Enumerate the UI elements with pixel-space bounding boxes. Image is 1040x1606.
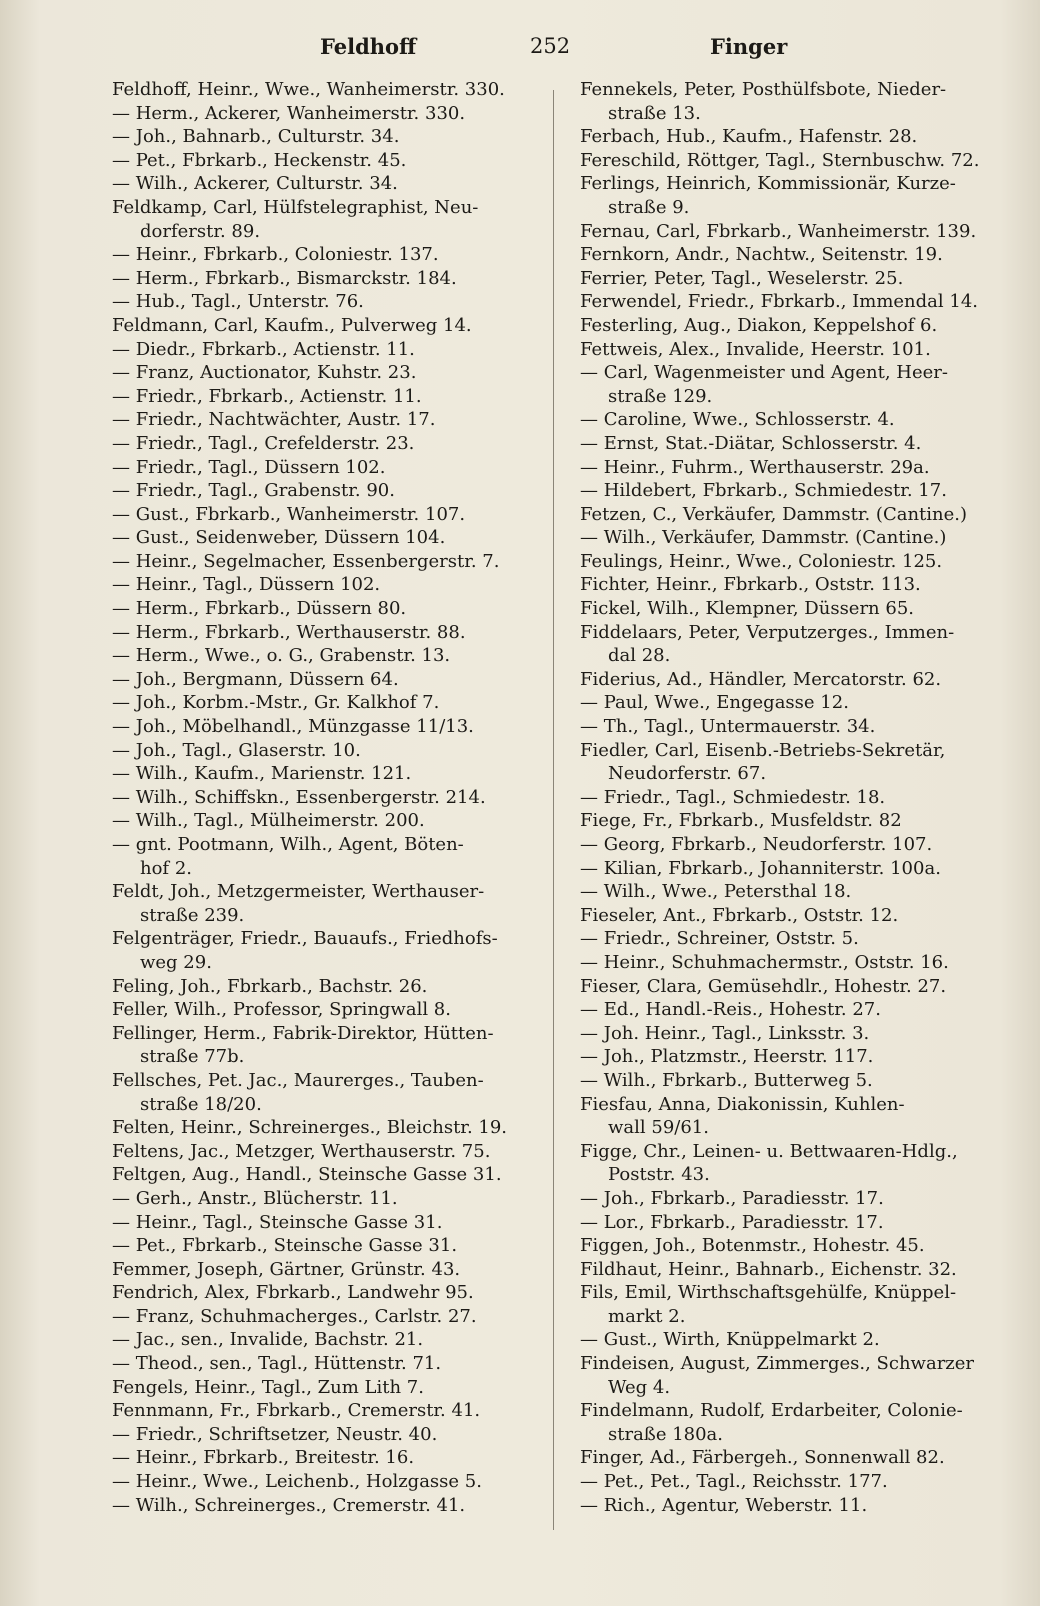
directory-entry-line: straße 9. [608, 196, 690, 218]
directory-entry-line: straße 77b. [140, 1046, 245, 1068]
header-right-keyword: Finger [710, 34, 788, 59]
directory-entry-line: weg 29. [140, 951, 212, 973]
directory-entry-line: Festerling, Aug., Diakon, Keppelshof 6. [580, 314, 938, 336]
directory-entry-line: — Th., Tagl., Untermauerstr. 34. [580, 716, 876, 738]
directory-entry-line: Fernau, Carl, Fbrkarb., Wanheimerstr. 139. [580, 220, 977, 242]
directory-entry-line: Findeisen, August, Zimmerges., Schwarzer [580, 1353, 975, 1375]
header-left-keyword: Feldhoff [320, 34, 417, 59]
directory-entry-line: Femmer, Joseph, Gärtner, Grünstr. 43. [112, 1258, 461, 1280]
directory-entry-line: — Wilh., Schreinerges., Cremerstr. 41. [112, 1494, 466, 1516]
right-column [580, 78, 1000, 1517]
directory-entry-line: — Friedr., Tagl., Crefelderstr. 23. [112, 432, 415, 454]
directory-entry-line: — Heinr., Fuhrm., Werthauserstr. 29a. [580, 456, 930, 478]
directory-entry-line: — Diedr., Fbrkarb., Actienstr. 11. [112, 338, 415, 360]
directory-entry-line: — Hub., Tagl., Unterstr. 76. [112, 291, 364, 313]
directory-entry-line: — Franz, Schuhmacherges., Carlstr. 27. [112, 1305, 477, 1327]
directory-entry-line: — Wilh., Wwe., Petersthal 18. [580, 881, 852, 903]
directory-entry-line: — Gust., Wirth, Knüppelmarkt 2. [580, 1329, 880, 1351]
directory-entry-line: — Hildebert, Fbrkarb., Schmiedestr. 17. [580, 480, 947, 502]
directory-entry-line: Figge, Chr., Leinen- u. Bettwaaren-Hdlg., [580, 1140, 958, 1162]
directory-entry-line: Finger, Ad., Färbergeh., Sonnenwall 82. [580, 1447, 945, 1469]
directory-entry-line: Feldkamp, Carl, Hülfstelegraphist, Neu- [112, 196, 479, 218]
directory-entry-line: — Lor., Fbrkarb., Paradiesstr. 17. [580, 1211, 884, 1233]
directory-entry-line: — Gerh., Anstr., Blücherstr. 11. [112, 1187, 398, 1209]
directory-entry-line: Ferrier, Peter, Tagl., Weselerstr. 25. [580, 267, 904, 289]
directory-entry-line: Fennmann, Fr., Fbrkarb., Cremerstr. 41. [112, 1400, 481, 1422]
directory-entry-line: — Friedr., Fbrkarb., Actienstr. 11. [112, 385, 422, 407]
directory-entry-line: Fendrich, Alex, Fbrkarb., Landwehr 95. [112, 1282, 474, 1304]
directory-entry-line: — Jac., sen., Invalide, Bachstr. 21. [112, 1329, 424, 1351]
directory-entry-line: — Herm., Ackerer, Wanheimerstr. 330. [112, 102, 466, 124]
directory-entry-line: — Rich., Agentur, Weberstr. 11. [580, 1494, 868, 1516]
directory-entry-line: Figgen, Joh., Botenmstr., Hohestr. 45. [580, 1235, 925, 1257]
directory-entry-line: Fellsches, Pet. Jac., Maurerges., Tauben- [112, 1069, 484, 1091]
directory-entry-line: Feldt, Joh., Metzgermeister, Werthauser- [112, 881, 485, 903]
directory-entry-line: Poststr. 43. [608, 1164, 710, 1186]
directory-entry-line: — Joh., Platzmstr., Heerstr. 117. [580, 1046, 874, 1068]
directory-entry-line: Fiege, Fr., Fbrkarb., Musfeldstr. 82 [580, 810, 902, 832]
directory-entry-line: straße 180a. [608, 1423, 724, 1445]
directory-entry-line: — Herm., Fbrkarb., Düssern 80. [112, 598, 407, 620]
directory-entry-line: Feulings, Heinr., Wwe., Coloniestr. 125. [580, 550, 943, 572]
directory-entry-line: — Heinr., Tagl., Steinsche Gasse 31. [112, 1211, 443, 1233]
directory-entry-line: — Wilh., Schiffskn., Essenbergerstr. 214. [112, 786, 486, 808]
left-column [112, 78, 542, 1517]
directory-entry-line: — Pet., Pet., Tagl., Reichsstr. 177. [580, 1471, 888, 1493]
directory-entry-line: — Heinr., Segelmacher, Essenbergerstr. 7. [112, 550, 500, 572]
directory-entry-line: straße 13. [608, 102, 701, 124]
directory-entry-line: — Joh., Bergmann, Düssern 64. [112, 668, 399, 690]
directory-entry-line: — Friedr., Nachtwächter, Austr. 17. [112, 409, 436, 431]
directory-entry-line: wall 59/61. [608, 1117, 709, 1139]
directory-entry-line: Fennekels, Peter, Posthülfsbote, Nieder- [580, 79, 947, 100]
directory-entry-line: Fettweis, Alex., Invalide, Heerstr. 101. [580, 338, 931, 360]
directory-entry-line: straße 239. [140, 904, 245, 926]
directory-entry-line: dal 28. [608, 645, 671, 667]
directory-entry-line: — Herm., Wwe., o. G., Grabenstr. 13. [112, 645, 451, 667]
page-number: 252 [530, 34, 571, 58]
directory-entry-line: Feldmann, Carl, Kaufm., Pulverweg 14. [112, 314, 472, 336]
column-divider [553, 90, 554, 1530]
directory-entry-line: Feller, Wilh., Professor, Springwall 8. [112, 999, 451, 1021]
directory-entry-line: — Paul, Wwe., Engegasse 12. [580, 692, 849, 714]
directory-entry-line: Ferbach, Hub., Kaufm., Hafenstr. 28. [580, 126, 918, 148]
directory-entry-line: — Pet., Fbrkarb., Steinsche Gasse 31. [112, 1235, 458, 1257]
directory-entry-line: straße 129. [608, 385, 713, 407]
directory-entry-line: — Joh., Tagl., Glaserstr. 10. [112, 739, 361, 761]
directory-entry-line: Fellinger, Herm., Fabrik-Direktor, Hütten- [112, 1022, 494, 1044]
directory-entry-line: — Heinr., Fbrkarb., Coloniestr. 137. [112, 244, 439, 266]
directory-entry-line: — Friedr., Tagl., Düssern 102. [112, 456, 386, 478]
directory-entry-line: — Georg, Fbrkarb., Neudorferstr. 107. [580, 834, 933, 855]
directory-entry-line: Fengels, Heinr., Tagl., Zum Lith 7. [112, 1376, 424, 1398]
directory-entry-line: Fiddelaars, Peter, Verputzerges., Immen- [580, 621, 955, 643]
directory-entry-line: Felgenträger, Friedr., Bauaufs., Friedhofs- [112, 928, 498, 950]
directory-entry-line: — Heinr., Schuhmachermstr., Oststr. 16. [580, 951, 949, 973]
directory-entry-line: — Friedr., Tagl., Schmiedestr. 18. [580, 786, 886, 808]
directory-entry-line: — Wilh., Kaufm., Marienstr. 121. [112, 763, 412, 785]
directory-entry-line: — Friedr., Schreiner, Oststr. 5. [580, 928, 859, 950]
directory-entry-line: Ferwendel, Friedr., Fbrkarb., Immendal 14. [580, 291, 979, 313]
directory-entry-line: — Friedr., Schriftsetzer, Neustr. 40. [112, 1423, 438, 1445]
directory-entry-line: Fickel, Wilh., Klempner, Düssern 65. [580, 598, 915, 620]
directory-entry-line: — Joh., Fbrkarb., Paradiesstr. 17. [580, 1187, 884, 1209]
page-header [110, 30, 990, 70]
directory-entry-line: — Friedr., Tagl., Grabenstr. 90. [112, 480, 395, 502]
directory-entry-line: Fiesfau, Anna, Diakonissin, Kuhlen- [580, 1093, 905, 1115]
directory-entry-line: — Wilh., Tagl., Mülheimerstr. 200. [112, 810, 425, 832]
directory-entry-line: Fernkorn, Andr., Nachtw., Seitenstr. 19. [580, 244, 943, 266]
directory-entry-line: — Heinr., Tagl., Düssern 102. [112, 574, 381, 596]
directory-entry-line: — Gust., Seidenweber, Düssern 104. [112, 527, 446, 549]
directory-entry-line: — Gust., Fbrkarb., Wanheimerstr. 107. [112, 503, 466, 525]
directory-entry-line: — Joh., Bahnarb., Culturstr. 34. [112, 126, 400, 148]
directory-entry-line: Feltgen, Aug., Handl., Steinsche Gasse 31. [112, 1164, 502, 1186]
directory-entry-line: Fieseler, Ant., Fbrkarb., Oststr. 12. [580, 904, 899, 926]
directory-entry-line: — Theod., sen., Tagl., Hüttenstr. 71. [112, 1353, 442, 1375]
directory-entry-line: Felten, Heinr., Schreinerges., Bleichstr. 19. [112, 1117, 508, 1139]
directory-entry-line: Fiedler, Carl, Eisenb.-Betriebs-Sekretär, [580, 739, 946, 761]
directory-entry-line: — Ernst, Stat.-Diätar, Schlosserstr. 4. [580, 432, 922, 454]
directory-entry-line: — Herm., Fbrkarb., Werthauserstr. 88. [112, 621, 466, 643]
directory-entry-line: Ferlings, Heinrich, Kommissionär, Kurze- [580, 173, 956, 195]
directory-entry-line: — Joh. Heinr., Tagl., Linksstr. 3. [580, 1022, 870, 1044]
directory-entry-line: — Franz, Auctionator, Kuhstr. 23. [112, 362, 417, 384]
directory-entry-line: Fetzen, C., Verkäufer, Dammstr. (Cantine.) [580, 503, 968, 525]
directory-entry-line: — Herm., Fbrkarb., Bismarckstr. 184. [112, 267, 457, 289]
directory-entry-line: Neudorferstr. 67. [608, 763, 767, 785]
directory-entry-line: — Wilh., Fbrkarb., Butterweg 5. [580, 1069, 873, 1091]
directory-entry-line: — gnt. Pootmann, Wilh., Agent, Böten- [112, 834, 464, 855]
directory-entry-line: — Caroline, Wwe., Schlosserstr. 4. [580, 409, 895, 431]
directory-entry-line: Fereschild, Röttger, Tagl., Sternbuschw. 72. [580, 149, 980, 171]
directory-entry-line: dorferstr. 89. [140, 220, 261, 242]
directory-entry-line: — Wilh., Verkäufer, Dammstr. (Cantine.) [580, 527, 947, 549]
directory-entry-line: — Kilian, Fbrkarb., Johanniterstr. 100a. [580, 857, 941, 879]
directory-entry-line: Fichter, Heinr., Fbrkarb., Oststr. 113. [580, 574, 921, 596]
directory-entry-line: — Carl, Wagenmeister und Agent, Heer- [580, 362, 948, 384]
directory-entry-line: Feldhoff, Heinr., Wwe., Wanheimerstr. 330. [112, 79, 505, 100]
directory-entry-line: Feling, Joh., Fbrkarb., Bachstr. 26. [112, 975, 428, 997]
directory-entry-line: Weg 4. [608, 1376, 671, 1398]
directory-entry-line: — Wilh., Ackerer, Culturstr. 34. [112, 173, 398, 195]
directory-entry-line: — Ed., Handl.-Reis., Hohestr. 27. [580, 999, 881, 1021]
directory-entry-line: — Joh., Möbelhandl., Münzgasse 11/13. [112, 716, 474, 738]
directory-entry-line: straße 18/20. [140, 1093, 262, 1115]
directory-entry-line: Feltens, Jac., Metzger, Werthauserstr. 75. [112, 1140, 491, 1162]
directory-entry-line: Findelmann, Rudolf, Erdarbeiter, Colonie- [580, 1400, 963, 1422]
directory-entry-line: Fiderius, Ad., Händler, Mercatorstr. 62. [580, 668, 942, 690]
directory-entry-line: Fils, Emil, Wirthschaftsgehülfe, Knüppel- [580, 1282, 957, 1304]
directory-entry-line: — Heinr., Fbrkarb., Breitestr. 16. [112, 1447, 415, 1469]
directory-entry-line: markt 2. [608, 1305, 686, 1327]
directory-entry-line: — Heinr., Wwe., Leichenb., Holzgasse 5. [112, 1471, 482, 1493]
directory-entry-line: Fildhaut, Heinr., Bahnarb., Eichenstr. 32. [580, 1258, 957, 1280]
directory-entry-line: — Pet., Fbrkarb., Heckenstr. 45. [112, 149, 407, 171]
directory-entry-line: hof 2. [140, 857, 192, 879]
directory-entry-line: Fieser, Clara, Gemüsehdlr., Hohestr. 27. [580, 975, 947, 997]
directory-entry-line: — Joh., Korbm.-Mstr., Gr. Kalkhof 7. [112, 692, 440, 714]
